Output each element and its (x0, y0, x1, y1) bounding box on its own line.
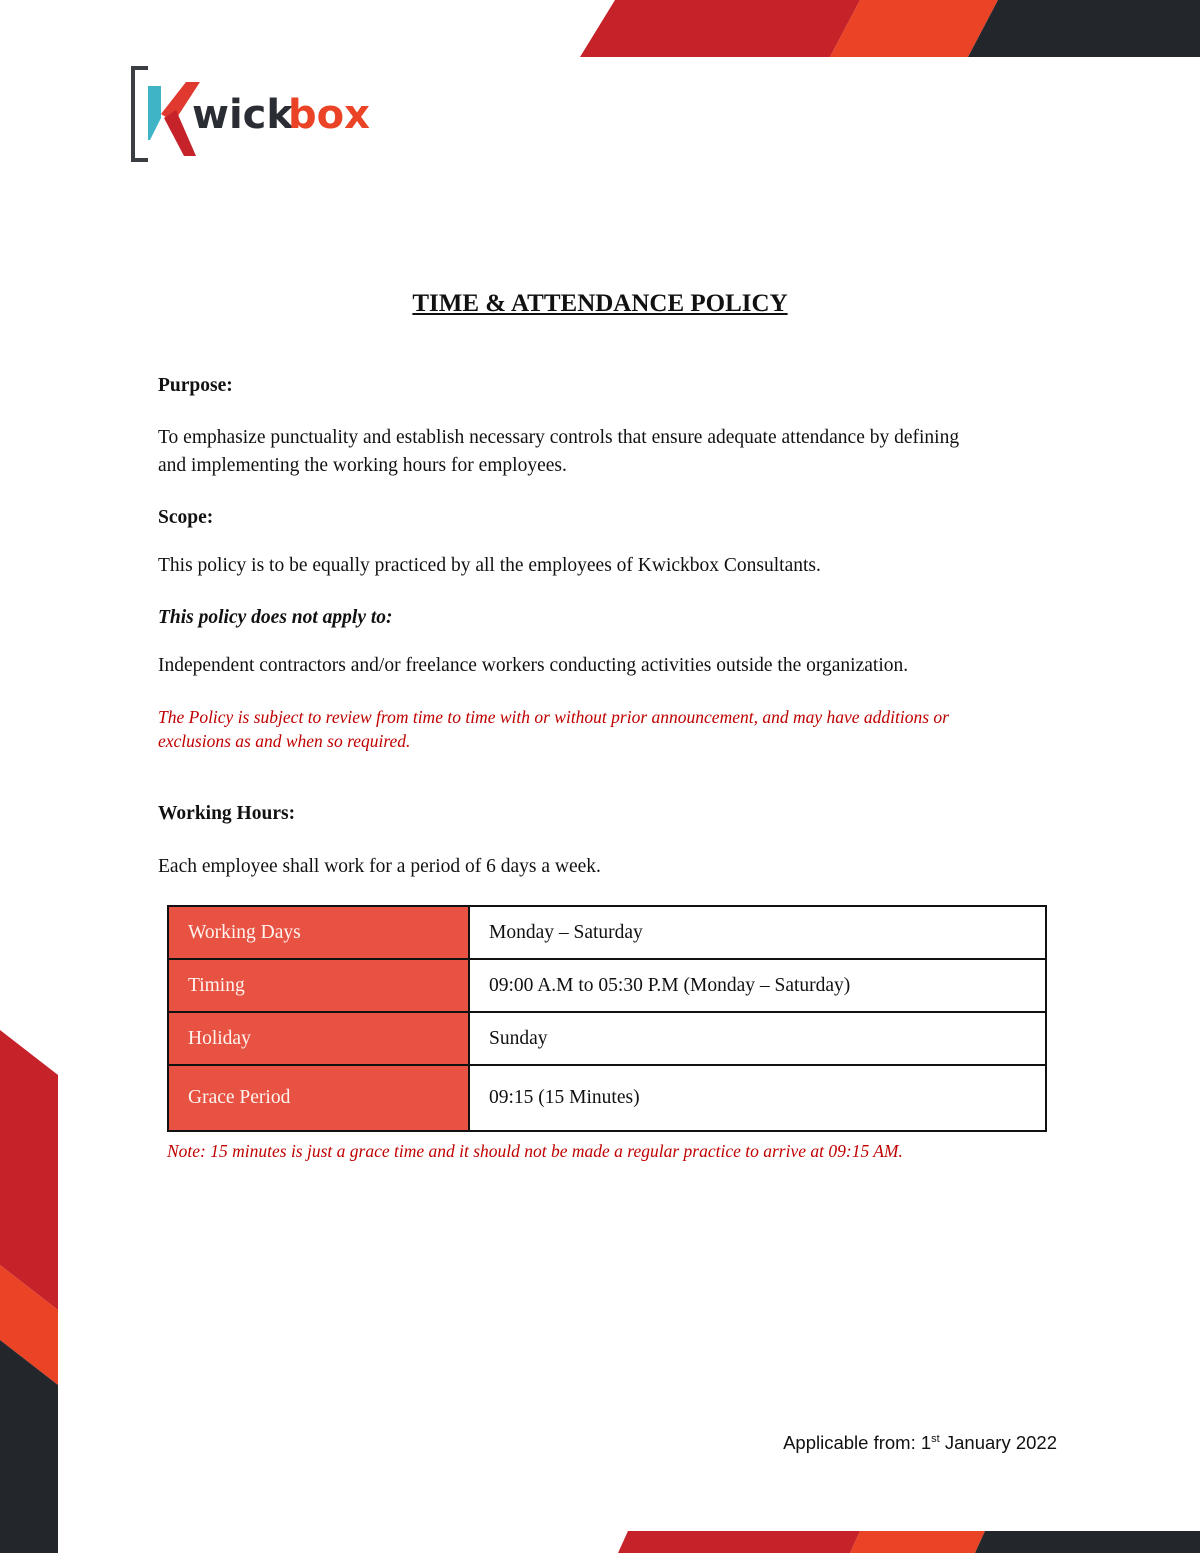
exclusion-text: Independent contractors and/or freelance workers conducting activities outside the organization. (158, 655, 909, 676)
exclusion-heading: This policy does not apply to: (158, 607, 393, 628)
applicable-from (783, 1432, 1057, 1454)
table-row (168, 1065, 1046, 1131)
row-value-timing: 09:00 A.M to 05:30 P.M (Monday – Saturday) (469, 959, 1046, 1012)
row-label-holiday: Holiday (168, 1012, 469, 1065)
logo-wordmark-wick: wick (192, 92, 293, 138)
table-row (168, 959, 1046, 1012)
logo-k-teal (148, 86, 161, 140)
logo-bracket (133, 68, 148, 160)
working-hours-intro: Each employee shall work for a period of 6 days a week. (158, 856, 601, 877)
applicable-superscript: st (931, 1432, 940, 1445)
review-note-line-2: exclusions as and when so required. (158, 731, 411, 751)
applicable-prefix: Applicable from: 1 (783, 1432, 932, 1453)
review-note-line-1: The Policy is subject to review from time to time with or without prior announcement, and may have additions or (158, 707, 949, 727)
bottom-red-stripe (618, 1531, 860, 1553)
grace-period-note: Note: 15 minutes is just a grace time and it should not be made a regular practice to arrive at 09:15 AM. (167, 1141, 903, 1161)
row-label-timing: Timing (168, 959, 469, 1012)
working-hours-heading: Working Hours: (158, 803, 296, 824)
scope-text: This policy is to be equally practiced by all the employees of Kwickbox Consultants. (158, 555, 821, 576)
policy-title: TIME & ATTENDANCE POLICY (412, 290, 788, 317)
table-row (168, 906, 1046, 959)
purpose-line-1: To emphasize punctuality and establish necessary controls that ensure adequate attendance by defining (158, 427, 960, 448)
table-row (168, 1012, 1046, 1065)
row-value-holiday: Sunday (469, 1012, 1046, 1065)
row-label-working-days: Working Days (168, 906, 469, 959)
bottom-orange-stripe (850, 1531, 985, 1553)
purpose-line-2: and implementing the working hours for employees. (158, 455, 567, 476)
bottom-dark-stripe (975, 1531, 1200, 1553)
kwickbox-logo (128, 66, 398, 164)
working-hours-table (167, 905, 1047, 1132)
scope-heading: Scope: (158, 507, 214, 528)
logo-wordmark-box: box (288, 92, 370, 138)
purpose-heading: Purpose: (158, 375, 233, 396)
row-value-grace-period: 09:15 (15 Minutes) (469, 1065, 1046, 1131)
left-red-band (0, 1030, 58, 1310)
row-value-working-days: Monday – Saturday (469, 906, 1046, 959)
applicable-suffix: January 2022 (939, 1432, 1057, 1453)
row-label-grace-period: Grace Period (168, 1065, 469, 1131)
top-red-stripe (580, 0, 860, 57)
top-dark-stripe (968, 0, 1200, 57)
